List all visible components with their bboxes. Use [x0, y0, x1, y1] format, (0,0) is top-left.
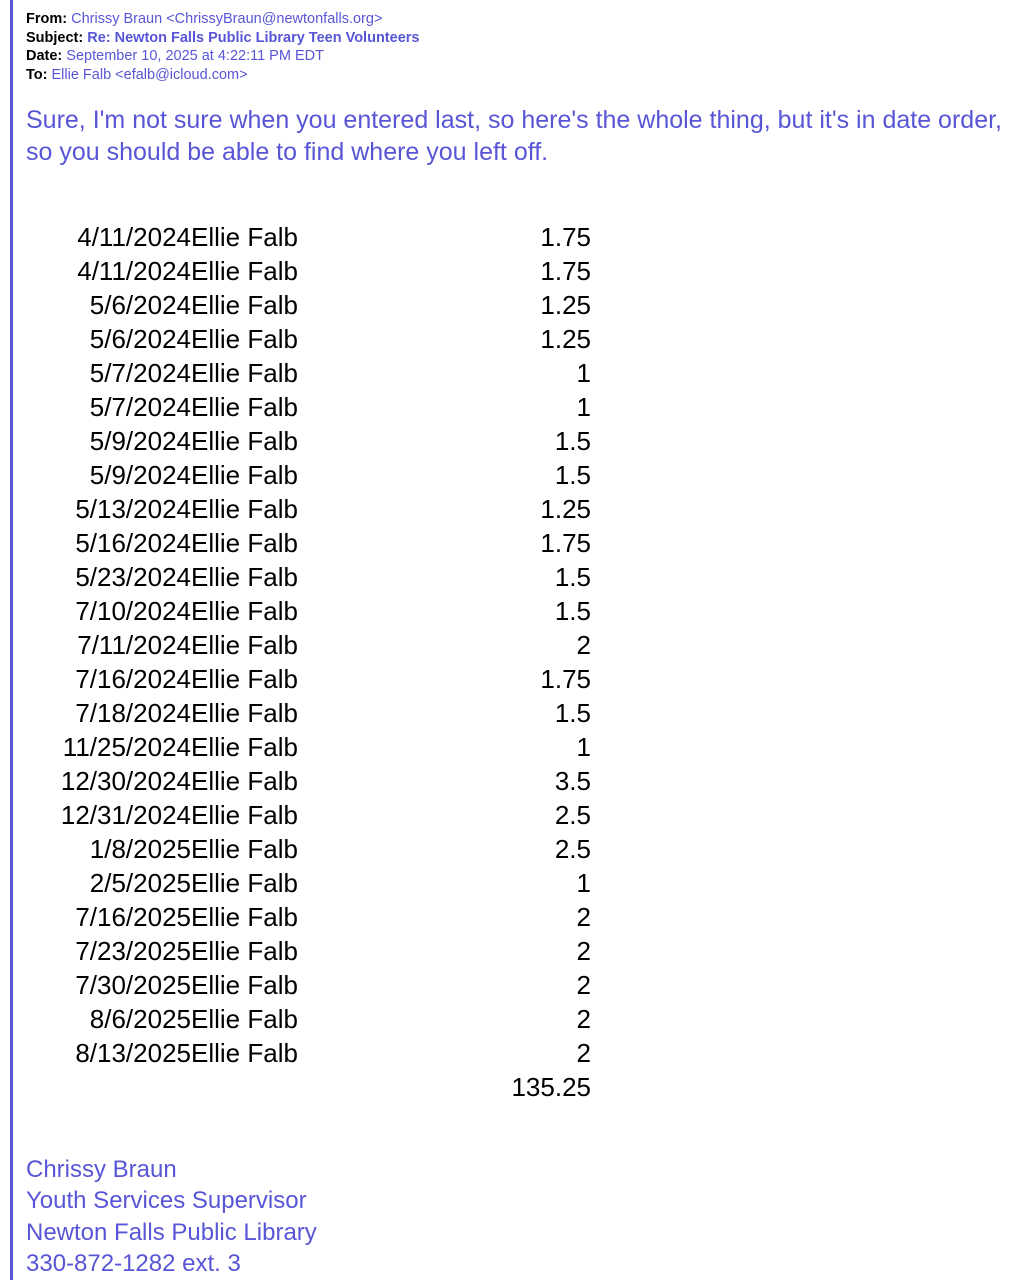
table-row: [46, 628, 591, 662]
table-row: [46, 254, 591, 288]
cell-name: Ellie Falb: [191, 324, 298, 355]
table-row: [46, 322, 591, 356]
header-label-subject: Subject:: [26, 29, 84, 46]
table-row: [46, 526, 591, 560]
cell-name: Ellie Falb: [191, 256, 298, 287]
cell-name: Ellie Falb: [191, 766, 298, 797]
cell-date: 8/6/2025: [89, 1004, 191, 1035]
header-label-from: From:: [26, 11, 68, 27]
cell-date: 5/9/2024: [89, 426, 191, 457]
cell-hours: 1.75: [540, 528, 591, 559]
cell-hours: 1.75: [540, 664, 591, 695]
table-row: [46, 492, 591, 526]
cell-date: 7/18/2024: [75, 698, 191, 729]
header-label-date: Date:: [26, 48, 63, 65]
signature-phone: 330-872-1282 ext. 3: [26, 1249, 241, 1277]
cell-date: 5/23/2024: [75, 562, 191, 593]
cell-hours: 2.5: [554, 834, 591, 865]
header-row-subject: [26, 29, 1031, 48]
cell-hours: 3.5: [554, 766, 591, 797]
cell-name: Ellie Falb: [191, 290, 298, 321]
table-row: [46, 1036, 591, 1070]
cell-name: Ellie Falb: [191, 596, 298, 627]
cell-hours: 1.75: [540, 256, 591, 287]
cell-name: Ellie Falb: [191, 494, 298, 525]
header-label-to: To:: [26, 66, 48, 83]
table-row: [46, 832, 591, 866]
cell-date: 4/11/2024: [77, 222, 191, 253]
cell-hours: 2.5: [554, 800, 591, 831]
cell-date: 5/7/2024: [89, 358, 191, 389]
cell-hours: 1: [576, 392, 591, 423]
cell-date: 5/13/2024: [75, 494, 191, 525]
table-row: [46, 764, 591, 798]
cell-hours: 2: [576, 970, 591, 1001]
volunteer-hours-table-body: [46, 220, 591, 1104]
cell-date: 5/9/2024: [89, 460, 191, 491]
table-row: [46, 288, 591, 322]
cell-name: Ellie Falb: [191, 936, 298, 967]
cell-name: Ellie Falb: [191, 664, 298, 695]
table-row: [46, 934, 591, 968]
table-row: [46, 968, 591, 1002]
cell-name: Ellie Falb: [191, 902, 298, 933]
cell-hours: 1: [576, 868, 591, 899]
header-value-date: September 10, 2025 at 4:22:11 PM EDT: [66, 48, 324, 65]
cell-empty-date: [46, 1070, 191, 1104]
cell-hours: 1.25: [540, 494, 591, 525]
cell-hours: 1.25: [540, 290, 591, 321]
table-row: [46, 458, 591, 492]
table-total-row: [46, 1070, 591, 1104]
header-value-from: Chrissy Braun <ChrissyBraun@newtonfalls.org>: [71, 11, 383, 27]
cell-date: 4/11/2024: [77, 256, 191, 287]
cell-hours: 1.5: [554, 698, 591, 729]
table-row: [46, 220, 591, 254]
cell-name: Ellie Falb: [191, 426, 298, 457]
cell-hours: 1.75: [540, 222, 591, 253]
cell-name: Ellie Falb: [191, 970, 298, 1001]
cell-date: 12/30/2024: [60, 766, 191, 797]
table-row: [46, 900, 591, 934]
header-row-date: [26, 47, 1031, 66]
cell-hours: 1.5: [554, 426, 591, 457]
cell-name: Ellie Falb: [191, 460, 298, 491]
email-headers: [26, 0, 1031, 84]
header-row-to: [26, 66, 1031, 85]
cell-date: 7/16/2025: [75, 902, 191, 933]
quote-bar: [10, 0, 13, 1280]
cell-name: Ellie Falb: [191, 358, 298, 389]
cell-hours: 2: [576, 630, 591, 661]
cell-empty-name: [191, 1070, 341, 1104]
cell-hours: 2: [576, 936, 591, 967]
table-row: [46, 1002, 591, 1036]
volunteer-hours-table: [46, 220, 591, 1104]
signature-name: Chrissy Braun: [26, 1156, 177, 1184]
cell-date: 7/16/2024: [75, 664, 191, 695]
table-row: [46, 730, 591, 764]
cell-total-hours: 135.25: [511, 1072, 591, 1103]
cell-name: Ellie Falb: [191, 834, 298, 865]
cell-name: Ellie Falb: [191, 800, 298, 831]
email-body-intro: Sure, I'm not sure when you entered last, so here's the whole thing, but it's in date order, so you should be able to find where you left off.: [26, 106, 1002, 167]
cell-name: Ellie Falb: [191, 528, 298, 559]
cell-name: Ellie Falb: [191, 1038, 298, 1069]
cell-name: Ellie Falb: [191, 562, 298, 593]
signature-title: Youth Services Supervisor: [26, 1187, 307, 1215]
email-signature: [26, 1154, 1031, 1279]
cell-date: 5/6/2024: [89, 290, 191, 321]
signature-organization: Newton Falls Public Library: [26, 1218, 317, 1246]
cell-hours: 1.5: [554, 562, 591, 593]
cell-date: 1/8/2025: [89, 834, 191, 865]
cell-name: Ellie Falb: [191, 868, 298, 899]
cell-date: 11/25/2024: [62, 732, 191, 763]
cell-date: 5/16/2024: [75, 528, 191, 559]
cell-hours: 2: [576, 1038, 591, 1069]
volunteer-hours-table-wrapper: [46, 220, 1031, 1104]
cell-hours: 1: [576, 732, 591, 763]
header-value-subject: Re: Newton Falls Public Library Teen Volunteers: [87, 29, 420, 46]
table-row: [46, 798, 591, 832]
cell-name: Ellie Falb: [191, 392, 298, 423]
cell-date: 7/23/2025: [75, 936, 191, 967]
cell-date: 7/30/2025: [75, 970, 191, 1001]
table-row: [46, 662, 591, 696]
table-row: [46, 560, 591, 594]
cell-hours: 1.25: [540, 324, 591, 355]
table-row: [46, 866, 591, 900]
cell-date: 7/11/2024: [77, 630, 191, 661]
cell-date: 8/13/2025: [75, 1038, 191, 1069]
table-row: [46, 594, 591, 628]
cell-hours: 2: [576, 902, 591, 933]
cell-name: Ellie Falb: [191, 1004, 298, 1035]
cell-date: 5/6/2024: [89, 324, 191, 355]
cell-name: Ellie Falb: [191, 630, 298, 661]
header-value-to: Ellie Falb <efalb@icloud.com>: [51, 66, 248, 83]
table-row: [46, 424, 591, 458]
cell-date: 7/10/2024: [75, 596, 191, 627]
cell-name: Ellie Falb: [191, 732, 298, 763]
table-row: [46, 696, 591, 730]
cell-hours: 1.5: [554, 596, 591, 627]
cell-name: Ellie Falb: [191, 698, 298, 729]
email-content: [26, 0, 1031, 1280]
cell-date: 12/31/2024: [60, 800, 191, 831]
header-row-from: [26, 10, 1031, 29]
cell-name: Ellie Falb: [191, 222, 298, 253]
cell-date: 2/5/2025: [89, 868, 191, 899]
cell-date: 5/7/2024: [89, 392, 191, 423]
table-row: [46, 390, 591, 424]
cell-hours: 1.5: [554, 460, 591, 491]
cell-hours: 1: [576, 358, 591, 389]
table-row: [46, 356, 591, 390]
cell-hours: 2: [576, 1004, 591, 1035]
